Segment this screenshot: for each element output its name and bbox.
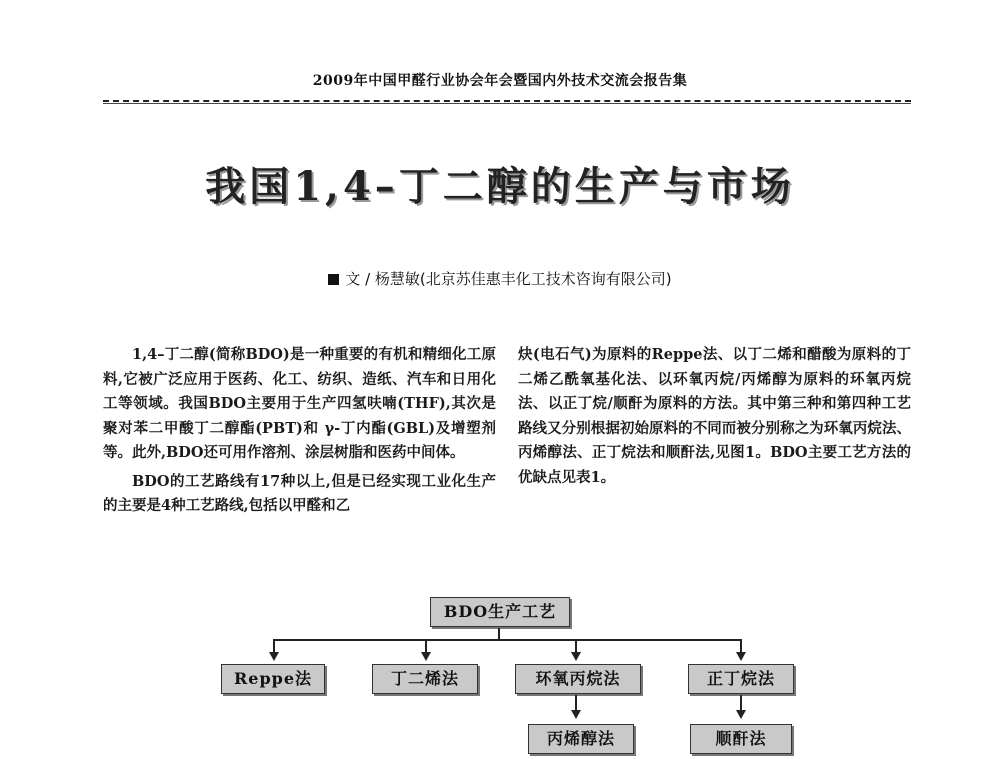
header-rule [103,100,911,102]
paragraph: 1,4–丁二醇(简称BDO)是一种重要的有机和精细化工原料,它被广泛应用于医药、化工、纺织、造纸、汽车和日用化工等领域。我国BDO主要用于生产四氢呋喃(THF),其次是聚对苯二甲酸丁二醇酯(PBT)和 γ-丁内酯(GBL)及增塑剂等。此外,BDO还可用作溶剂、涂层树脂和医药中间体。 [103,346,496,461]
header-rule-thin [103,103,911,104]
flowchart-branch-box: Reppe法 [221,664,325,694]
body-column-left [103,343,496,523]
proceedings-header: 2009年中国甲醛行业协会年会暨国内外技术交流会报告集 [312,73,688,89]
bullet-square-icon [328,274,339,285]
connector [498,628,500,640]
arrow-down-icon [571,710,581,719]
connector [740,639,742,653]
flowchart-branch-box: 丁二烯法 [372,664,478,694]
flowchart-branch-box: 环氧丙烷法 [515,664,641,694]
connector [273,639,742,641]
flowchart-sub-box: 顺酐法 [690,724,792,754]
connector [575,695,577,711]
flowchart-branch-box: 正丁烷法 [688,664,794,694]
paragraph: BDO的工艺路线有17种以上,但是已经实现工业化生产的主要是4种工艺路线,包括以甲醛和乙 [103,472,496,514]
body-column-right [518,343,911,494]
article-title: 我国1,4–丁二醇的生产与市场 [205,163,795,210]
arrow-down-icon [269,652,279,661]
connector [740,695,742,711]
arrow-down-icon [571,652,581,661]
byline-text: 文 / 杨慧敏(北京苏佳惠丰化工技术咨询有限公司) [345,270,672,288]
arrow-down-icon [421,652,431,661]
connector [575,639,577,653]
flowchart-root-box: BDO生产工艺 [430,597,570,627]
connector [425,639,427,653]
arrow-down-icon [736,710,746,719]
byline [0,268,1000,289]
arrow-down-icon [736,652,746,661]
flowchart-sub-box: 丙烯醇法 [528,724,634,754]
connector [273,639,275,653]
paragraph: 炔(电石气)为原料的Reppe法、以丁二烯和醋酸为原料的丁二烯乙酰氧基化法、以环氧丙烷/丙烯醇为原料的环氧丙烷法、以正丁烷/顺酐为原料的方法。其中第三种和第四种工艺路线又分别根据初始原料的不同而被分别称之为环氧丙烷法、丙烯醇法、正丁烷法和顺酐法,见图1。BDO主要工艺方法的优缺点见表1。 [518,346,911,486]
